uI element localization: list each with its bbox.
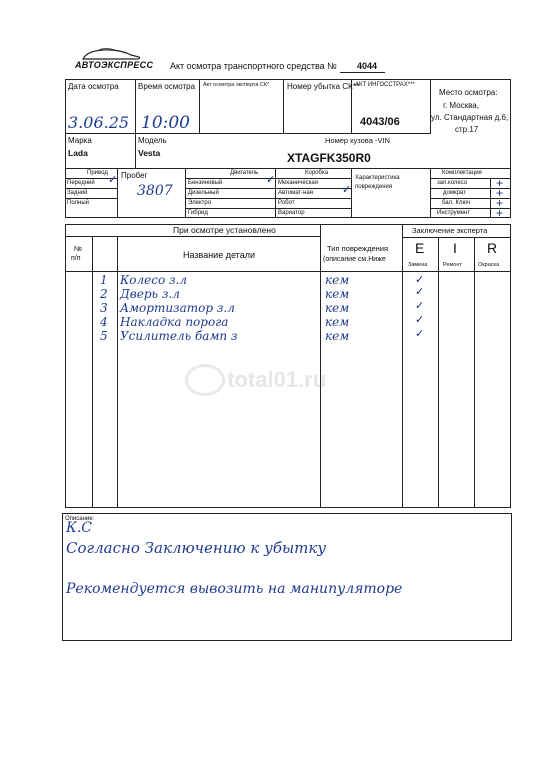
row-1-replace-mark: ✓ (415, 274, 425, 286)
row-2-no: 2 (100, 287, 108, 301)
row-2-name: Дверь з.л (120, 287, 180, 301)
drive-option-all: Полный (67, 200, 89, 206)
col-no-header-sub: п/п (71, 255, 81, 262)
drive-label: Привод (87, 170, 108, 176)
model-value: Vesta (138, 148, 161, 158)
gearbox-option-robot: Робот (278, 200, 295, 206)
place-line-1: г. Москва, (443, 101, 479, 110)
row-1-damage: кем (325, 273, 350, 287)
act-title: Акт осмотра транспортного средства № (170, 61, 337, 71)
engine-petrol-checkmark: ✓ (266, 174, 276, 186)
row-4-name: Накладка порога (120, 315, 229, 329)
engine-option-petrol: Бензиновый (188, 180, 223, 186)
place-line-3: стр.17 (455, 125, 479, 134)
gearbox-label: Коробка (305, 170, 329, 176)
row-5-damage: кем (325, 329, 350, 343)
equipment-wheel-wrench: бал. Ключ (442, 200, 470, 206)
row-2-damage: кем (325, 287, 350, 301)
watermark (185, 364, 326, 396)
col-damage-header: Тип повреждения (327, 244, 389, 253)
logo-text: АВТОЭКСПРЕСС (75, 60, 154, 70)
date-label: Дата осмотра (68, 82, 119, 91)
row-3-no: 3 (100, 301, 108, 315)
equipment-tools: Инструмент (437, 210, 471, 216)
notes-section (62, 513, 512, 641)
drive-option-front: Передний (67, 180, 95, 186)
equipment-mark-1: + (496, 176, 504, 190)
row-2-replace-mark: ✓ (415, 286, 425, 298)
notes-label: Описание: (65, 516, 95, 522)
row-3-name: Амортизатор з.л (120, 301, 235, 315)
drive-option-rear: Задний (67, 190, 88, 196)
engine-option-diesel: Дизельный (188, 190, 219, 196)
row-5-replace-mark: ✓ (415, 328, 425, 340)
table-title: При осмотре установлено (173, 225, 276, 235)
time-label: Время осмотра (138, 82, 196, 91)
gearbox-auto-checkmark: ✓ (342, 184, 352, 196)
equipment-mark-3: + (496, 196, 504, 210)
engine-option-electric: Электро (188, 200, 212, 206)
engine-label: Двигатель (230, 170, 259, 176)
place-line-2: ул. Стандартная д.6, (431, 113, 509, 122)
row-4-replace-mark: ✓ (415, 314, 425, 326)
row-4-no: 4 (100, 315, 108, 329)
row-1-name: Колесо з.л (120, 273, 188, 287)
equipment-spare-wheel: зап.колесо (437, 180, 468, 186)
col-name-header: Название детали (183, 250, 255, 260)
gearbox-option-manual: Механическая (278, 180, 319, 186)
equipment-mark-2: + (496, 186, 504, 200)
row-3-damage: кем (325, 301, 350, 315)
date-value: 3.06.25 (68, 113, 130, 132)
make-value: Lada (68, 148, 88, 158)
col-e-header: E (415, 240, 425, 256)
col-damage-header-sub: (описание см.Ниже (323, 256, 386, 263)
drive-front-checkmark: ✓ (108, 174, 118, 186)
vin-label: Номер кузова -VIN (325, 136, 390, 145)
specs-grid (65, 169, 511, 218)
engine-option-hybrid: Гибрид (188, 210, 208, 216)
loss-number-label: Номер убытка СК** (287, 82, 359, 91)
notes-line-3: Рекомендуется вывозить на манипуляторе (66, 581, 403, 597)
damage-characteristic-label: Характеристика повреждения (355, 175, 400, 190)
gearbox-option-auto: Автомат-ная (278, 190, 314, 196)
col-r-sub: Окраска (478, 262, 500, 268)
mileage-value: 3807 (137, 183, 173, 199)
notes-line-2: Согласно Заключению к убытку (66, 539, 327, 557)
col-i-header: I (453, 240, 457, 256)
equipment-jack: домкрат (443, 190, 466, 196)
row-3-replace-mark: ✓ (415, 300, 425, 312)
row-4-damage: кем (325, 315, 350, 329)
make-label: Марка (68, 136, 92, 145)
watermark-logo-icon (185, 364, 225, 396)
model-label: Модель (138, 136, 167, 145)
col-e-sub: Замена (408, 262, 428, 268)
time-value: 10:00 (141, 113, 190, 133)
col-no-header: № (74, 244, 83, 253)
info-grid (65, 79, 511, 169)
col-r-header: R (487, 240, 498, 256)
gearbox-option-cvt: Вариатор (278, 210, 305, 216)
conclusion-header: Заключение эксперта (412, 226, 488, 235)
row-5-name: Усилитель бамп з (120, 329, 238, 343)
row-5-no: 5 (100, 329, 108, 343)
ingos-act-value: 4043/06 (360, 116, 400, 128)
equipment-label: Комплектация (442, 170, 482, 176)
ingos-act-label: АКТ ИНГОССТРАХ*** (355, 82, 415, 88)
place-label: Место осмотра: (439, 88, 498, 97)
notes-line-1: К.С (66, 520, 92, 536)
col-i-sub: Ремонт (443, 262, 462, 268)
row-1-no: 1 (100, 273, 108, 287)
car-logo-icon (75, 47, 145, 61)
company-logo (75, 47, 154, 73)
act-number: 4044 (357, 61, 378, 71)
expert-act-label: Акт осмотра эксперта СК* (203, 82, 270, 88)
watermark-text: total01.ru (227, 367, 327, 392)
equipment-mark-4: + (496, 206, 504, 220)
vin-value: XTAGFK350R0 (287, 151, 371, 165)
mileage-label: Пробег (121, 171, 148, 180)
findings-table (65, 224, 511, 508)
